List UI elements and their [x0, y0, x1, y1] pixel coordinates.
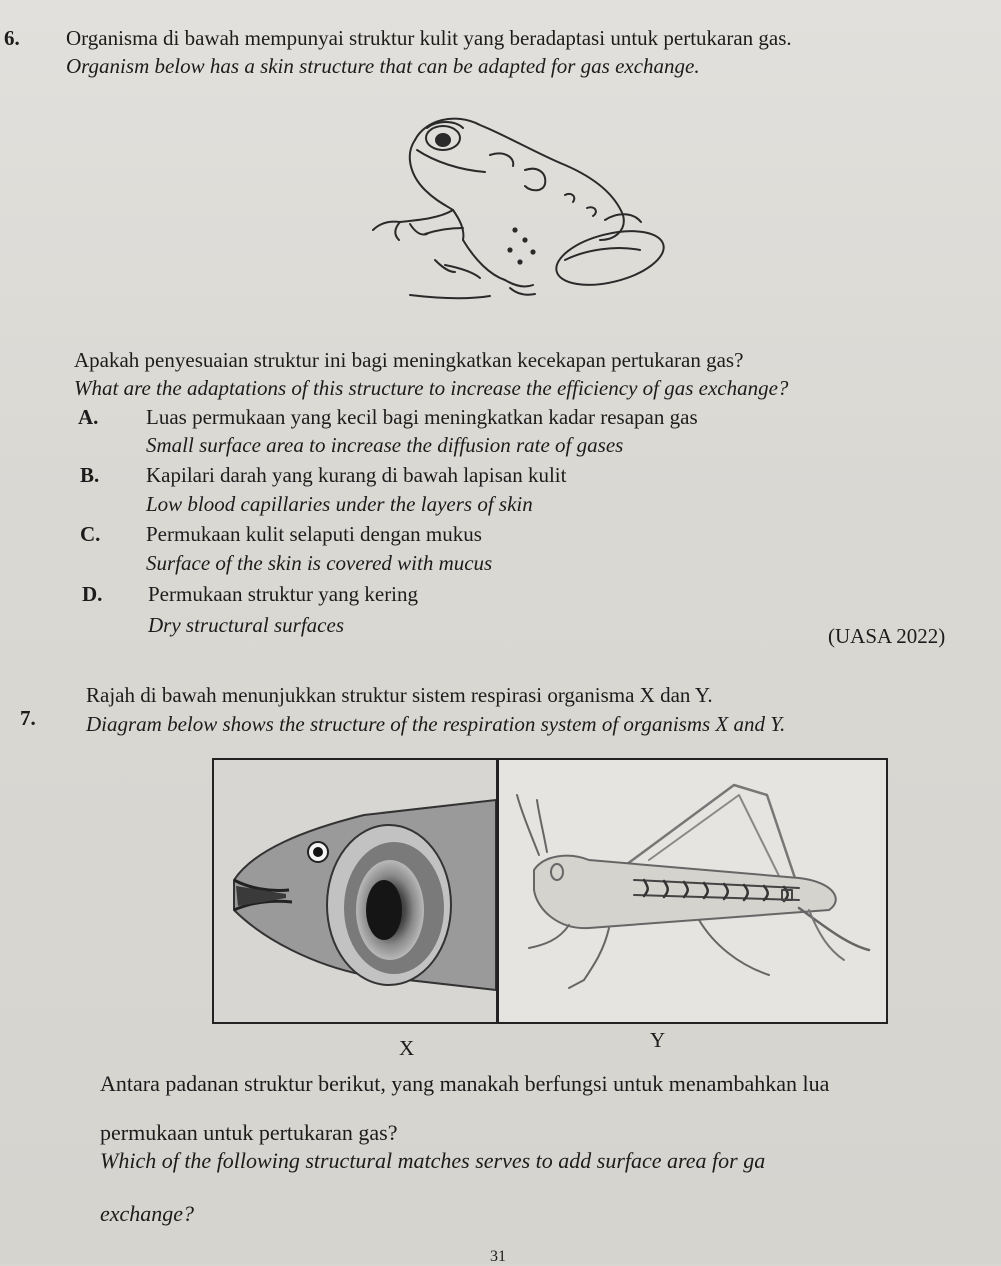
- q6-option-c-letter: C.: [80, 522, 101, 546]
- q6-stem-english: Organism below has a skin structure that can be adapted for gas exchange.: [66, 54, 700, 78]
- q7-stem-english: Diagram below shows the structure of the respiration system of organisms X and Y.: [86, 712, 786, 736]
- q6-option-c-malay: Permukaan kulit selaputi dengan mukus: [146, 522, 482, 546]
- q6-option-a-malay: Luas permukaan yang kecil bagi meningkatkan kadar resapan gas: [146, 405, 698, 429]
- q6-option-b-english: Low blood capillaries under the layers of skin: [146, 492, 533, 516]
- q6-option-c-english: Surface of the skin is covered with mucus: [146, 551, 493, 575]
- q6-option-a-letter: A.: [78, 405, 99, 429]
- q6-option-b-letter: B.: [80, 463, 100, 487]
- page-number: 31: [490, 1248, 506, 1265]
- q6-number: 6.: [4, 26, 20, 50]
- q7-question-english-line1: Which of the following structural matches serves to add surface area for ga: [100, 1148, 766, 1173]
- q7-question-english-line2: exchange?: [100, 1201, 195, 1226]
- q6-question-malay: Apakah penyesuaian struktur ini bagi meningkatkan kecekapan pertukaran gas?: [74, 348, 744, 372]
- grasshopper-trachea-panel: [499, 760, 886, 1022]
- frog-illustration: [365, 100, 675, 330]
- label-x: X: [399, 1036, 415, 1060]
- q6-option-d-english: Dry structural surfaces: [148, 613, 344, 637]
- q7-number: 7.: [20, 706, 36, 730]
- q6-option-d-letter: D.: [82, 582, 103, 606]
- q7-question-malay-line2: permukaan untuk pertukaran gas?: [100, 1120, 398, 1145]
- label-y: Y: [650, 1028, 666, 1052]
- q7-stem-malay: Rajah di bawah menunjukkan struktur sistem respirasi organisma X dan Y.: [86, 683, 713, 707]
- q6-option-a-english: Small surface area to increase the diffusion rate of gases: [146, 433, 624, 457]
- respiration-diagram: [212, 758, 888, 1024]
- q7-question-malay-line1: Antara padanan struktur berikut, yang manakah berfungsi untuk menambahkan lua: [100, 1071, 830, 1096]
- q6-option-d-malay: Permukaan struktur yang kering: [148, 582, 419, 606]
- q6-question-english: What are the adaptations of this structure to increase the efficiency of gas exchange?: [74, 376, 789, 400]
- fish-gill-panel: [214, 760, 499, 1022]
- q6-option-b-malay: Kapilari darah yang kurang di bawah lapisan kulit: [146, 463, 567, 487]
- q6-source: (UASA 2022): [828, 624, 946, 648]
- q6-stem-malay: Organisma di bawah mempunyai struktur kulit yang beradaptasi untuk pertukaran gas.: [66, 26, 792, 50]
